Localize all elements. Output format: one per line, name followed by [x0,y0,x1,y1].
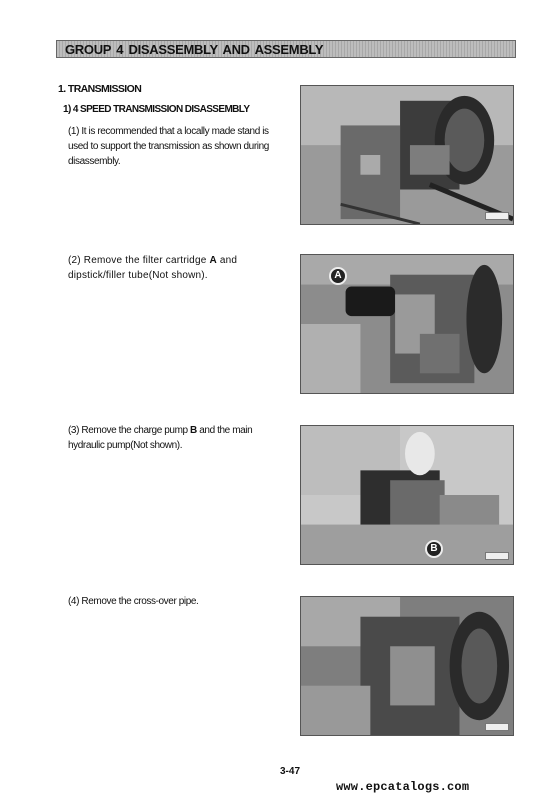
photo-3-tag [485,552,509,560]
group-title: GROUP 4 DISASSEMBLY AND ASSEMBLY [65,42,324,57]
photo-charge-pump [300,425,514,565]
step-3 [68,423,278,453]
step-3-label: B [190,425,197,436]
step-3-suffix: and the main hydraulic pump(Not shown). [68,425,253,451]
group-header-bar [56,40,516,58]
photo-4-tag [485,723,509,731]
photo-1-tag [485,212,509,220]
step-2-label: A [209,255,217,266]
step-4 [68,594,278,609]
step-1 [68,124,278,169]
photo-filter-cartridge [300,254,514,394]
photo-3-image [301,426,513,564]
photo-transmission-on-stand [300,85,514,225]
step-4-text: (4) Remove the cross-over pipe. [68,596,199,607]
step-2 [68,253,278,283]
step-1-text: (1) It is recommended that a locally made stand is used to support the transmission as shown during disassembly. [68,126,269,167]
step-3-prefix: (3) Remove the charge pump [68,425,191,436]
photo-cross-over-pipe [300,596,514,736]
section-subtitle: 1) 4 SPEED TRANSMISSION DISASSEMBLY [63,104,250,115]
section-title: 1. TRANSMISSION [58,83,142,95]
page-number: 3-47 [280,766,301,777]
callout-a: A [329,267,347,285]
step-2-prefix: (2) Remove the filter cartridge [68,255,210,266]
photo-1-image [301,86,513,224]
callout-b: B [425,540,443,558]
step-2-suffix: and dipstick/filler tube(Not shown). [68,255,238,281]
watermark: www.epcatalogs.com [336,780,470,794]
photo-4-image [301,597,513,735]
